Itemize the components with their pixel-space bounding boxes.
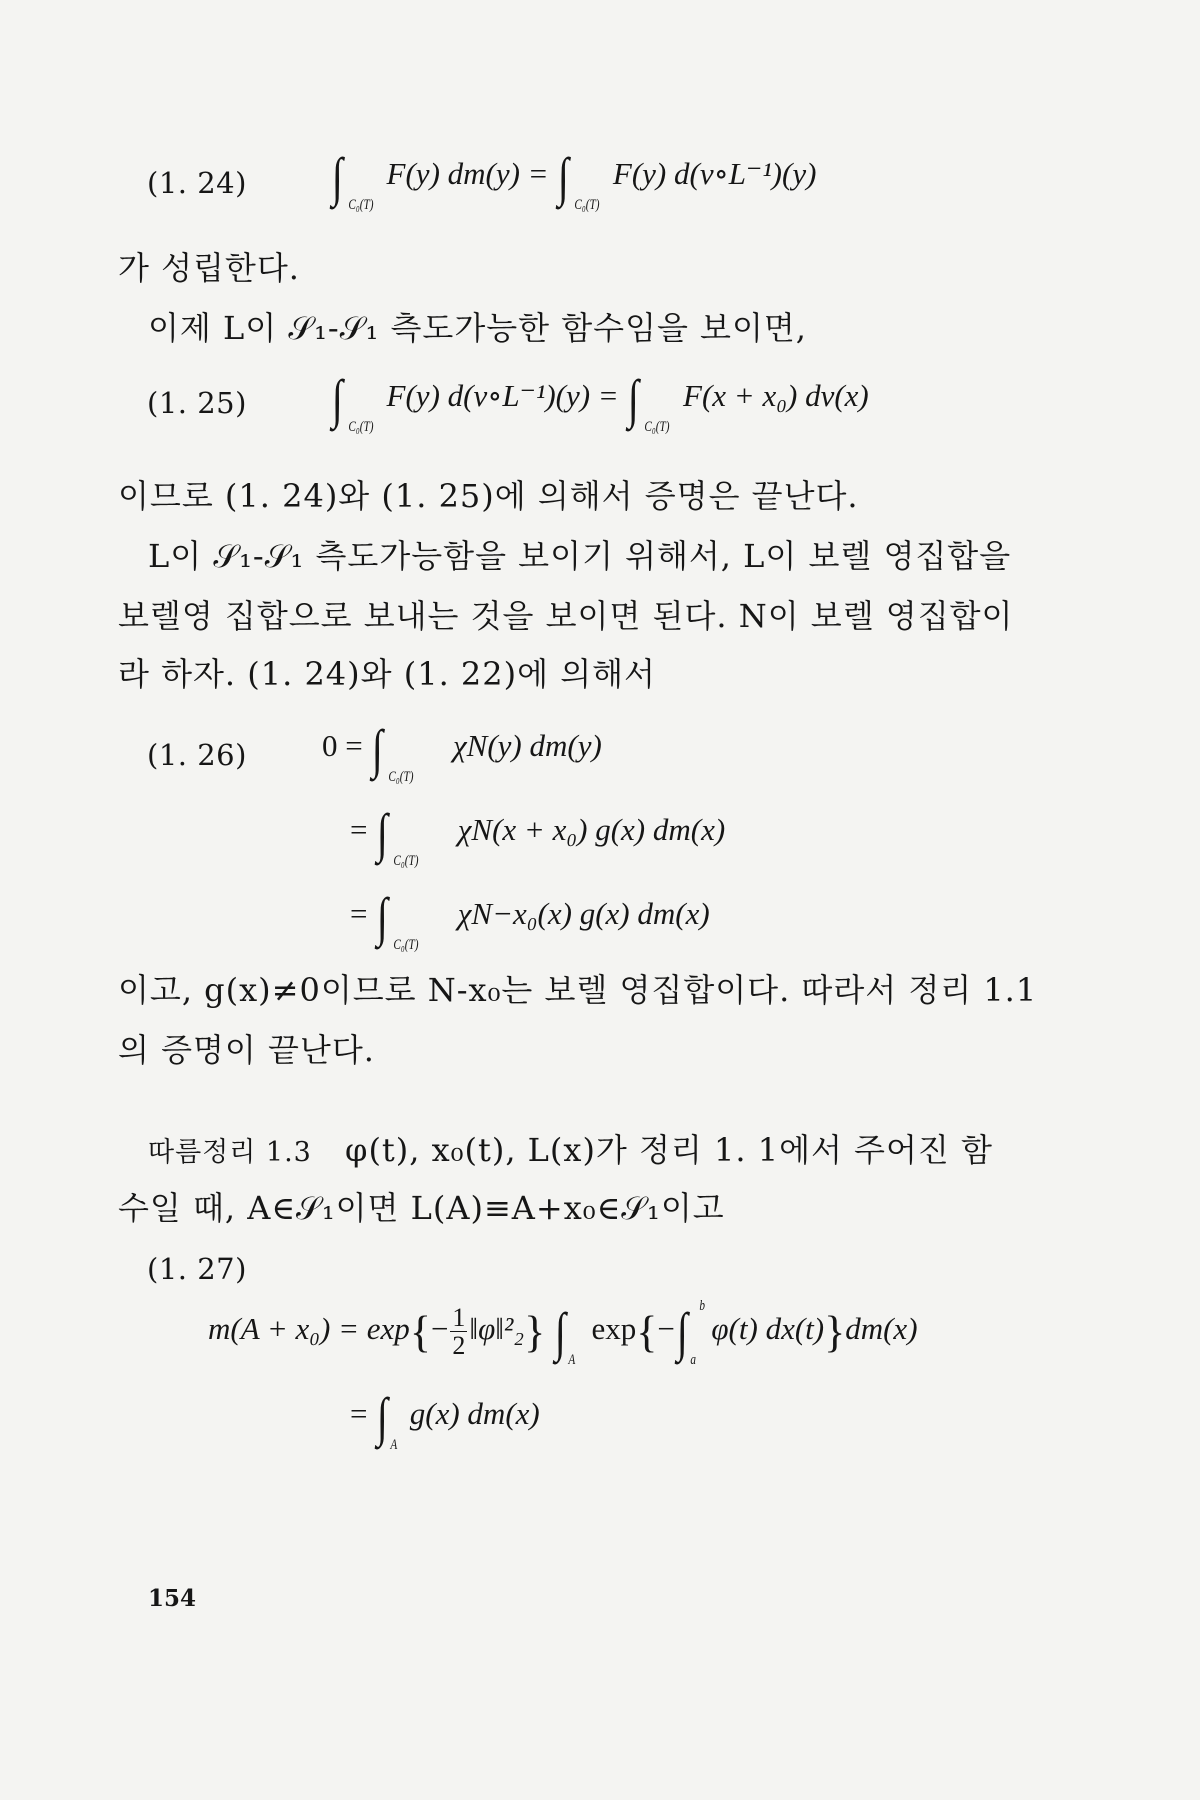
page-number: 154: [148, 1585, 197, 1612]
eq-1-26-line1: 0 = ∫ C₀(T) χN(y) dm(y): [322, 719, 602, 785]
eq-1-26-line2: = ∫ C₀(T) χN(x + x₀) g(x) dm(x): [350, 803, 726, 869]
paragraph-text: 이고, g(x)≠0이므로 N-x₀는 보렐 영집합이다. 따라서 정리 1.1: [118, 971, 1038, 1009]
paragraph-text: L이 𝒮₁-𝒮₁ 측도가능함을 보이기 위해서, L이 보렐 영집합을: [148, 537, 1012, 575]
paragraph-text: 라 하자. (1. 24)와 (1. 22)에 의해서: [118, 655, 656, 693]
eq-1-25: ∫ C₀(T) F(y) d(ν∘L⁻¹)(y) = ∫ C₀(T) F(x + x₀) dν(x): [331, 369, 869, 435]
eq-1-25-lhs: F(y) d(ν∘L⁻¹)(y) =: [386, 378, 619, 414]
corollary-line2: 수일 때, A∈𝒮₁이면 L(A)≡A+x₀∈𝒮₁이고: [118, 1189, 725, 1227]
eq-1-24-lhs: F(y) dm(y) =: [386, 156, 549, 192]
eq-1-24: ∫ C₀(T) F(y) dm(y) = ∫ C₀(T) F(y) d(ν∘L⁻¹)(y): [331, 147, 817, 213]
paragraph-text: 이므로 (1. 24)와 (1. 25)에 의해서 증명은 끝난다.: [118, 477, 859, 515]
eq-1-27-line1: m(A + x₀) = exp{− $\frac{1}{2}$ ‖φ‖²₂} ∫ A exp{−∫ a b φ(t) dx(t)}dm(x): [208, 1297, 918, 1368]
corollary-line1: 따름정리 1.3 φ(t), x₀(t), L(x)가 정리 1. 1에서 주어진 함: [148, 1131, 993, 1169]
eq-1-26-label: (1. 26): [147, 738, 247, 772]
paragraph-text: 보렐영 집합으로 보내는 것을 보이면 된다. N이 보렐 영집합이: [118, 597, 1014, 635]
eq-1-27-label: (1. 27): [147, 1252, 247, 1286]
paragraph-text: 의 증명이 끝난다.: [118, 1031, 375, 1069]
eq-1-24-label: (1. 24): [147, 166, 247, 200]
paragraph-text: 가 성립한다.: [118, 249, 300, 287]
eq-1-24-rhs: F(y) d(ν∘L⁻¹)(y): [612, 156, 817, 192]
eq-1-26-line3: = ∫ C₀(T) χN−x₀(x) g(x) dm(x): [350, 887, 710, 953]
eq-1-25-label: (1. 25): [147, 386, 247, 420]
eq-1-25-rhs: F(x + x₀) dν(x): [683, 378, 869, 414]
paragraph-text: 이제 L이 𝒮₁-𝒮₁ 측도가능한 함수임을 보이면,: [148, 309, 807, 347]
eq-1-27-line2: = ∫ A g(x) dm(x): [350, 1387, 540, 1453]
corollary-title: 따름정리 1.3: [148, 1137, 312, 1168]
